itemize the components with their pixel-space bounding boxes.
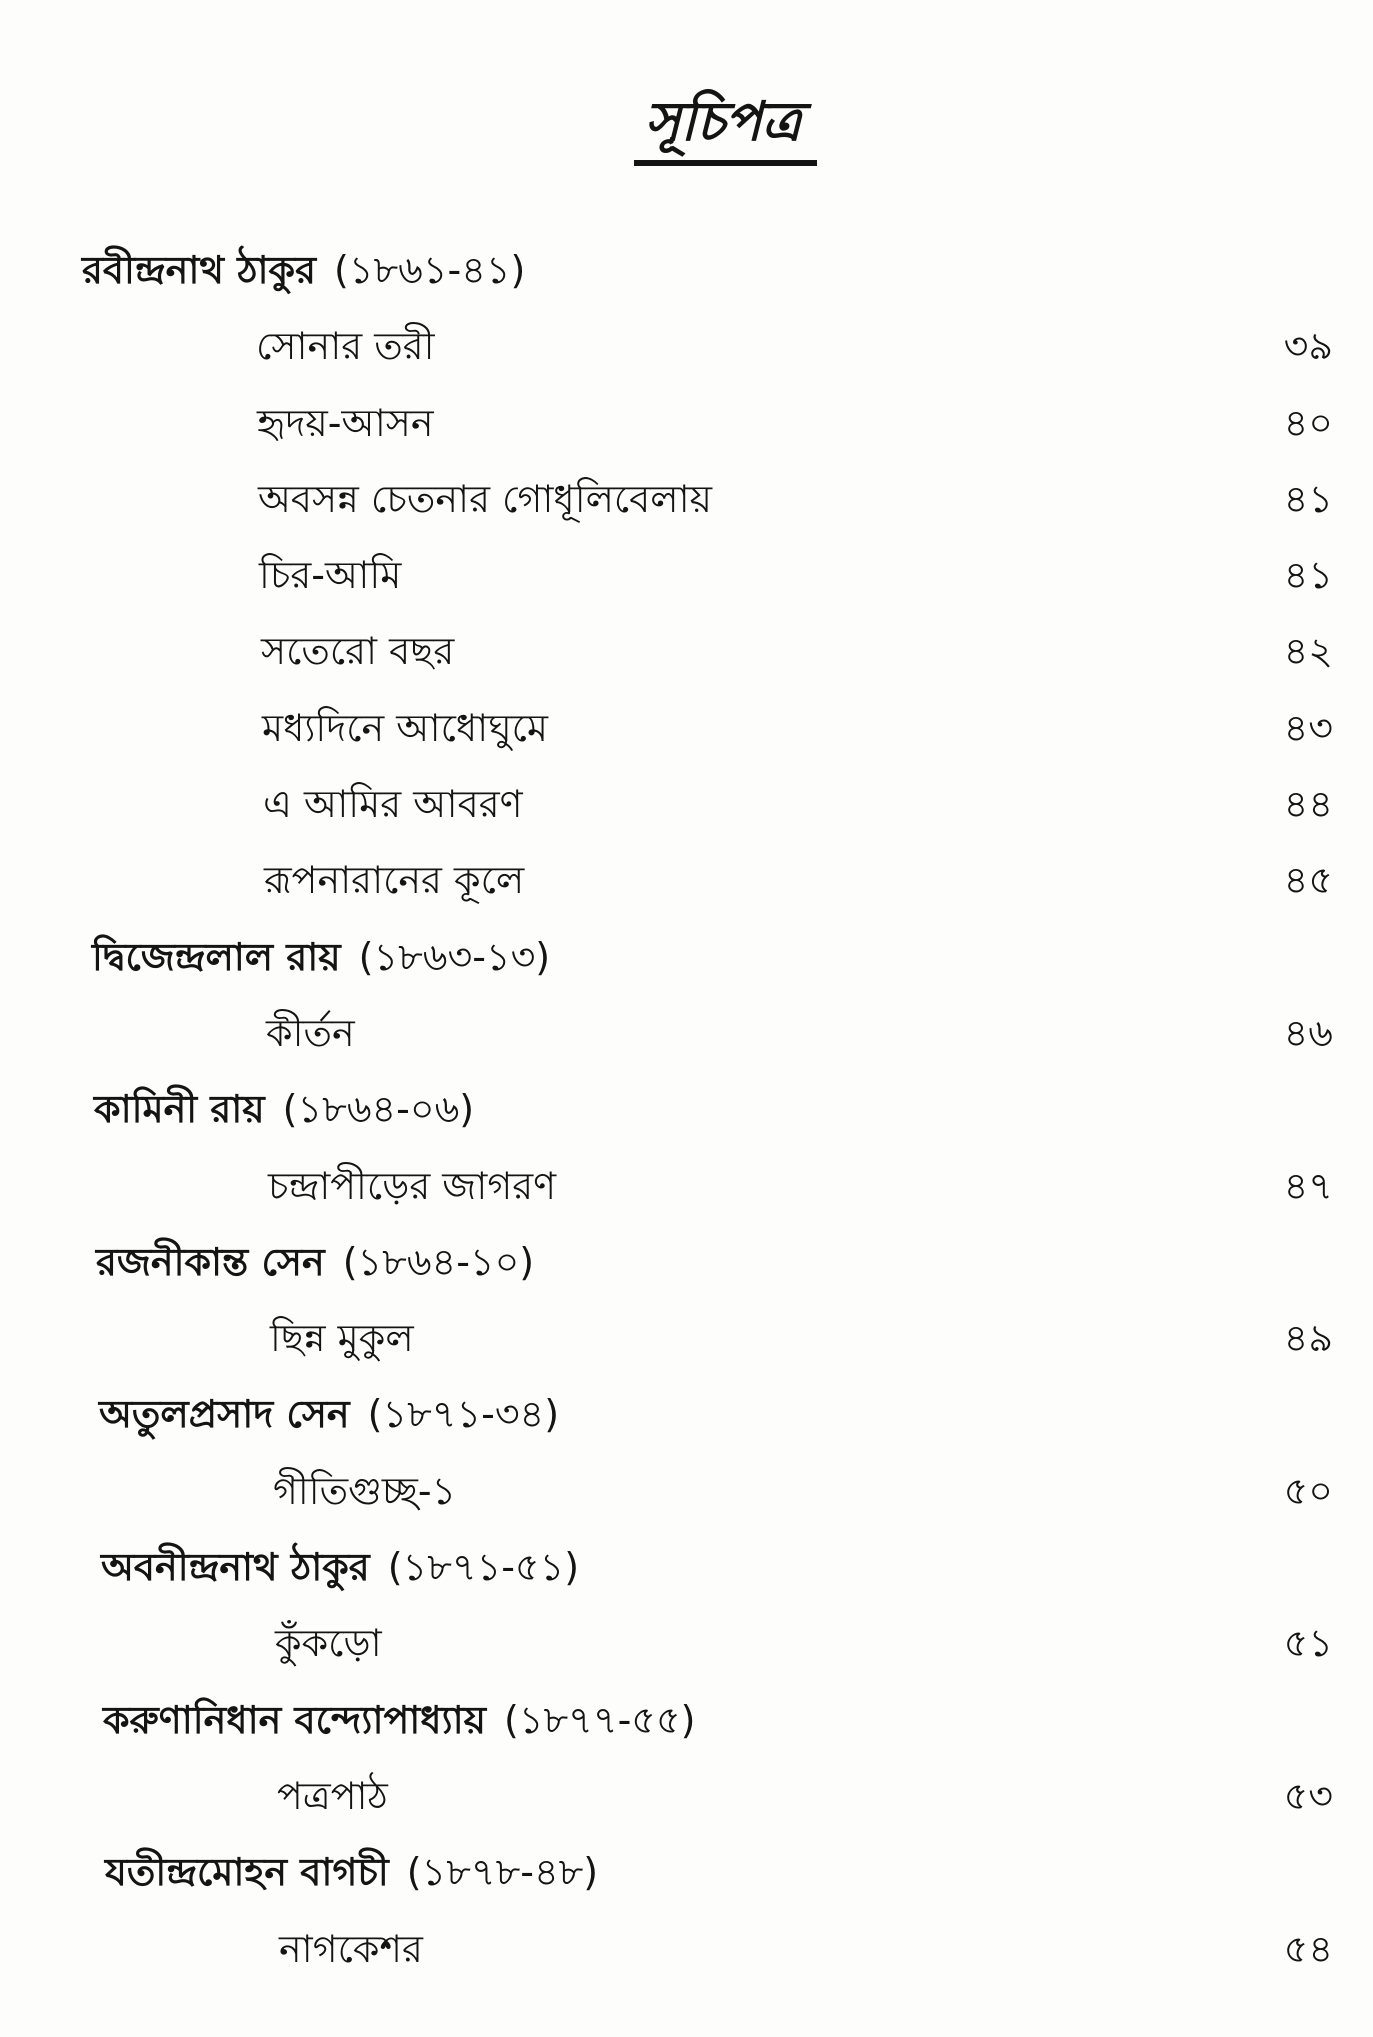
author-heading: [92, 919, 550, 995]
author-heading: [82, 232, 525, 308]
author-dates: (১৮৬৩-১৩): [358, 934, 551, 979]
poem-title: সোনার তরী: [256, 324, 435, 369]
poem-title: অবসন্ন চেতনার গোধূলিবেলায়: [258, 476, 713, 521]
toc-entry-row: [0, 461, 1373, 537]
poem-title: চির-আমি: [259, 553, 402, 598]
author-heading: [105, 1834, 598, 1910]
poem-title: মধ্যদিনে আধোঘুমে: [262, 705, 549, 750]
poem-title: ছিন্ন মুকুল: [270, 1316, 414, 1361]
page-number: ৫১: [1283, 1621, 1333, 1666]
toc-author-row: [0, 919, 1373, 995]
toc-entry-row: [0, 842, 1373, 918]
author-dates: (১৮৭৮-৪৮): [406, 1850, 599, 1895]
page-number: ৪৬: [1283, 1010, 1333, 1055]
toc-entry-row: [0, 1453, 1373, 1529]
toc-entry-row: [0, 1758, 1373, 1834]
toc-author-row: [0, 232, 1373, 308]
toc-entry-row: [0, 1148, 1373, 1224]
page-number: ৪৪: [1283, 782, 1333, 827]
author-heading: [99, 1376, 559, 1452]
author-name: করুণানিধান বন্দ্যোপাধ্যায়: [103, 1697, 487, 1742]
author-dates: (১৮৬৪-১০): [342, 1239, 535, 1284]
poem-title: রূপনারানের কূলে: [264, 858, 525, 903]
page-number: ৪৫: [1283, 858, 1333, 903]
author-dates: (১৮৭৭-৫৫): [504, 1697, 696, 1742]
page-number: ৪২: [1283, 629, 1333, 674]
page-title: সূচিপত্র: [644, 90, 802, 153]
author-heading: [103, 1682, 695, 1758]
poem-title: এ আমির আবরণ: [263, 782, 523, 827]
author-name: রবীন্দ্রনাথ ঠাকুর: [82, 248, 317, 292]
toc-entry-row: [0, 308, 1373, 384]
toc-author-row: [0, 1224, 1373, 1300]
toc-author-row: [0, 1834, 1373, 1910]
page-number: ৪১: [1283, 476, 1333, 521]
toc-entry-row: [0, 995, 1373, 1071]
poem-title: চন্দ্রাপীড়ের জাগরণ: [268, 1163, 557, 1208]
page-number: ৪৭: [1283, 1163, 1333, 1208]
author-dates: (১৮৭১-৫১): [387, 1545, 580, 1590]
poem-title: পত্রপাঠ: [277, 1773, 388, 1818]
toc-entry-row: [0, 1605, 1373, 1681]
author-dates: (১৮৬৪-০৬): [282, 1087, 475, 1132]
page-number: ৪০: [1283, 400, 1333, 445]
poem-title: সতেরো বছর: [261, 629, 455, 674]
page-number: ৪১: [1283, 553, 1333, 598]
author-dates: (১৮৭১-৩৪): [367, 1392, 560, 1437]
poem-title: কুঁকড়ো: [275, 1621, 382, 1666]
toc-author-row: [0, 1376, 1373, 1452]
author-name: যতীন্দ্রমোহন বাগচী: [105, 1850, 389, 1895]
author-name: অতুলপ্রসাদ সেন: [99, 1392, 350, 1437]
author-name: কামিনী রায়: [94, 1087, 265, 1132]
toc-entry-row: [0, 613, 1373, 689]
page-number: ৪৩: [1283, 705, 1333, 750]
author-heading: [96, 1224, 534, 1300]
toc-entry-row: [0, 766, 1373, 842]
author-heading: [94, 1071, 474, 1147]
toc-author-row: [0, 1071, 1373, 1147]
toc-entry-row: [0, 690, 1373, 766]
toc-author-row: [0, 1682, 1373, 1758]
poem-title: নাগকেশর: [279, 1926, 423, 1971]
page-number: ৩৯: [1283, 324, 1333, 369]
author-name: দ্বিজেন্দ্রলাল রায়: [92, 934, 341, 979]
author-name: রজনীকান্ত সেন: [96, 1239, 325, 1284]
toc-entry-row: [0, 1911, 1373, 1987]
toc-entry-row: [0, 385, 1373, 461]
toc-entry-row: [0, 1300, 1373, 1376]
author-heading: [101, 1529, 579, 1605]
author-dates: (১৮৬১-৪১): [334, 248, 526, 292]
table-of-contents: [0, 232, 1373, 1987]
author-name: অবনীন্দ্রনাথ ঠাকুর: [101, 1545, 370, 1590]
page-number: ৪৯: [1283, 1316, 1333, 1361]
page-number: ৫৪: [1283, 1926, 1333, 1971]
toc-author-row: [0, 1529, 1373, 1605]
poem-title: গীতিগুচ্ছ-১: [273, 1468, 457, 1513]
poem-title: কীর্তন: [266, 1010, 355, 1055]
page-number: ৫৩: [1283, 1773, 1333, 1818]
page-number: ৫০: [1283, 1468, 1333, 1513]
toc-entry-row: [0, 537, 1373, 613]
title-underline: [634, 160, 817, 166]
poem-title: হৃদয়-আসন: [257, 400, 434, 445]
